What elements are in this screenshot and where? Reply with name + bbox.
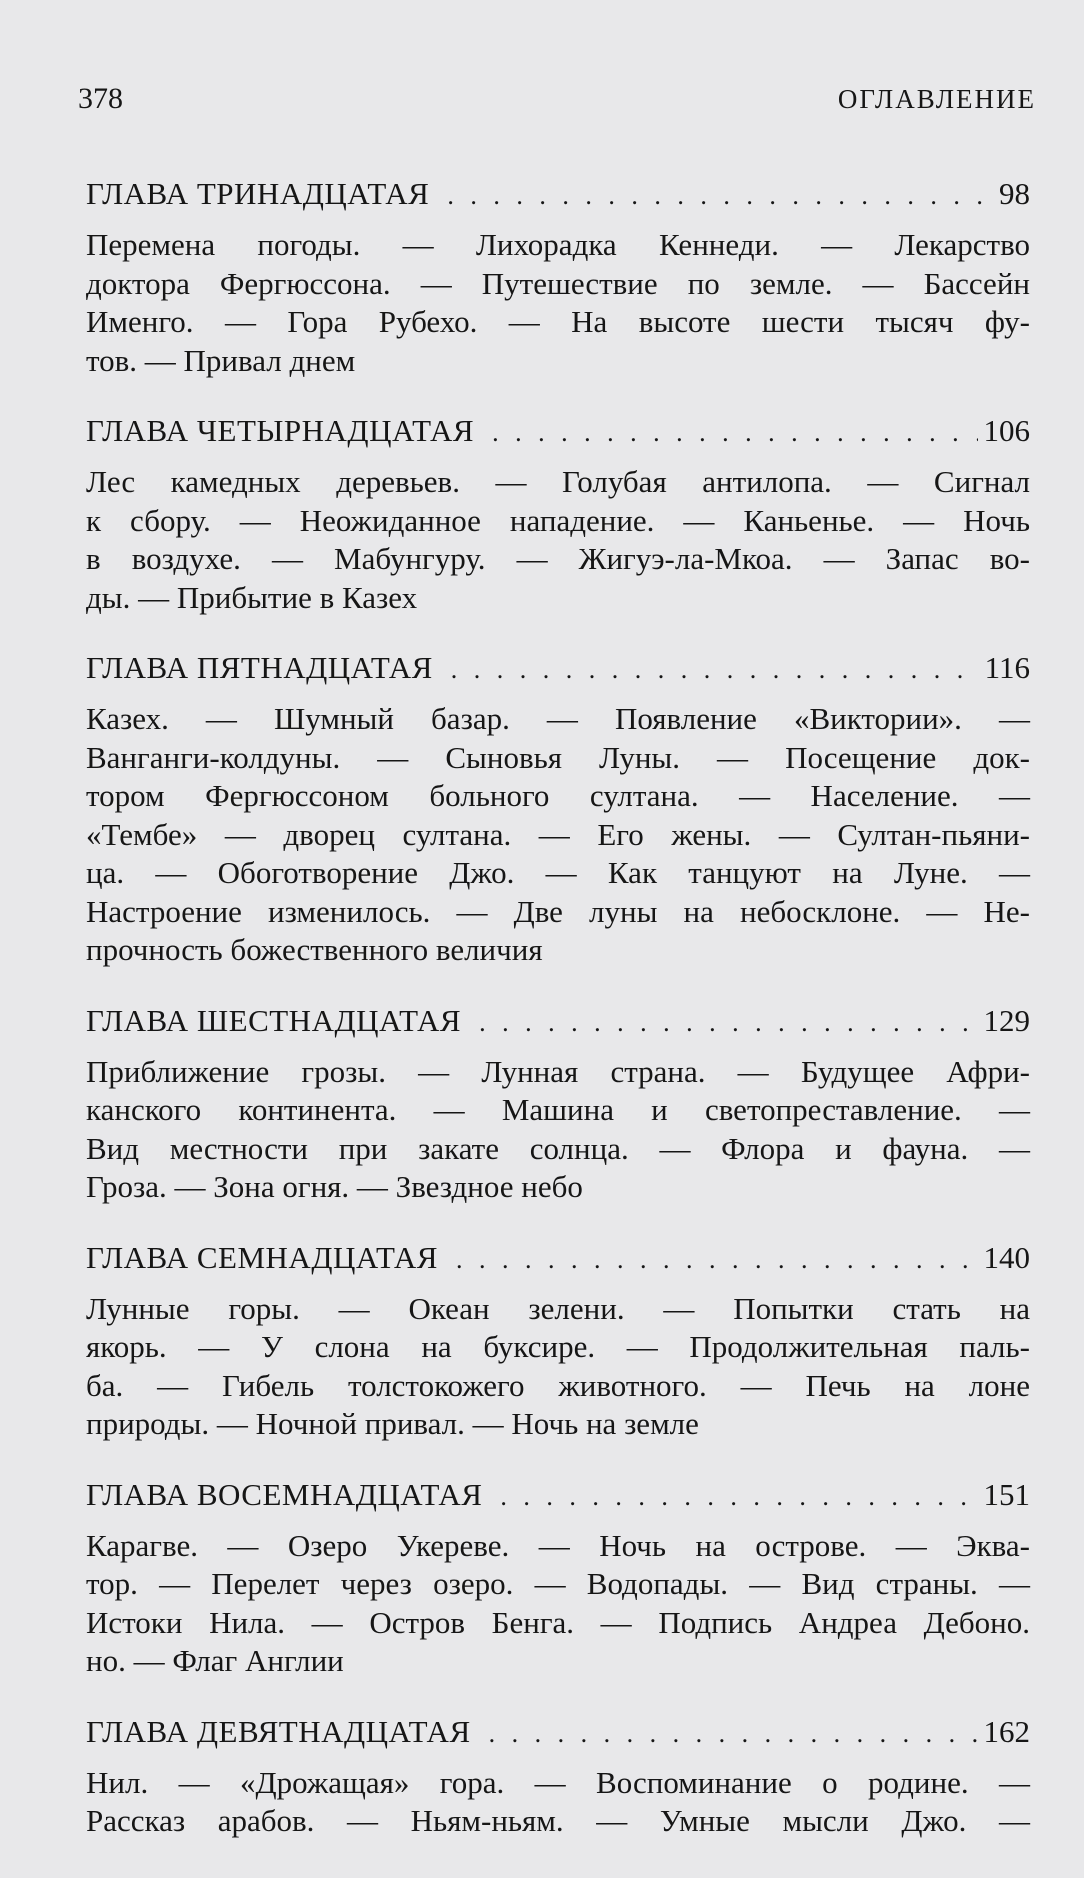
dot-leader [447,181,993,211]
summary-line: Ванганги-колдуны. — Сыновья Луны. — Посещение док- [86,739,1030,775]
chapter-title: ГЛАВА ВОСЕМНАДЦАТАЯ [86,1476,483,1512]
chapter-heading [86,413,1030,463]
chapter-title: ГЛАВА ШЕСТНАДЦАТАЯ [86,1002,462,1038]
summary-line: Перемена погоды. — Лихорадка Кеннеди. — Лекарство [86,227,1030,262]
chapter-page-number: 98 [999,176,1030,211]
toc-entry [86,1477,1030,1681]
summary-line: «Тембе» — дворец султана. — Его жены. — Султан-пьяни- [86,816,1030,852]
summary-line: канского континента. — Машина и светопреставление. — [86,1092,1030,1127]
summary-line: Лунные горы. — Океан зелени. — Попытки стать на [86,1290,1030,1326]
dot-leader [492,418,977,448]
summary-line: тов. — Привал днем [86,342,356,378]
chapter-heading [86,1477,1030,1527]
summary-line: Гроза. — Зона огня. — Звездное небо [86,1169,583,1204]
summary-line: тор. — Перелет через озеро. — Водопады. — Вид страны. — [86,1566,1030,1601]
toc-entry [86,176,1030,380]
dot-leader [489,1719,978,1749]
summary-line: Именго. — Гора Рубехо. — На высоте шести тысяч фу- [86,304,1030,339]
summary-line: Истоки Нила. — Остров Бенга. — Подпись Андреа Дебоно. [86,1604,1030,1640]
page-number: 378 [78,82,123,115]
chapter-title: ГЛАВА ЧЕТЫРНАДЦАТАЯ [86,413,475,448]
chapter-page-number: 106 [983,413,1030,448]
chapter-heading [86,1240,1030,1290]
toc-entry [86,413,1030,617]
dot-leader [451,655,979,685]
chapter-title: ГЛАВА ПЯТНАДЦАТАЯ [86,650,433,685]
summary-line: якорь. — У слона на буксире. — Продолжительная паль- [86,1329,1030,1364]
chapter-page-number: 151 [983,1476,1030,1512]
summary-line: Настроение изменилось. — Две луны на небосклоне. — Не- [86,893,1030,929]
dot-leader [479,1008,977,1038]
summary-line: природы. — Ночной привал. — Ночь на земле [86,1406,699,1441]
table-of-contents [86,176,1030,1874]
chapter-page-number: 129 [983,1002,1030,1038]
dot-leader [456,1245,978,1275]
summary-line: в воздухе. — Мабунгуру. — Жигуэ-ла-Мкоа. — Запас во- [86,541,1030,576]
running-header [78,82,1036,116]
chapter-heading [86,176,1030,226]
chapter-title: ГЛАВА ТРИНАДЦАТАЯ [86,176,430,211]
chapter-title: ГЛАВА СЕМНАДЦАТАЯ [86,1239,438,1275]
summary-line: Рассказ арабов. — Ньям-ньям. — Умные мысли Джо. — [86,1803,1030,1838]
summary-line: ды. — Прибытие в Казех [86,579,418,615]
toc-entry [86,1714,1030,1841]
summary-line: Карагве. — Озеро Укереве. — Ночь на острове. — Эква- [86,1527,1030,1563]
summary-line: ца. — Обоготворение Джо. — Как танцуют на Луне. — [86,855,1030,890]
summary-line: Приближение грозы. — Лунная страна. — Будущее Афри- [86,1053,1030,1089]
chapter-heading [86,1714,1030,1764]
chapter-heading [86,1003,1030,1053]
summary-line: ба. — Гибель толстокожего животного. — Печь на лоне [86,1367,1030,1403]
summary-line: но. — Флаг Англии [86,1643,344,1678]
toc-entry [86,1003,1030,1207]
summary-line: Вид местности при закате солнца. — Флора и фауна. — [86,1130,1030,1166]
summary-line: к сбору. — Неожиданное нападение. — Каньенье. — Ночь [86,502,1030,538]
chapter-heading [86,650,1030,700]
dot-leader [500,1482,977,1512]
chapter-page-number: 116 [984,650,1030,685]
toc-entry [86,650,1030,970]
summary-line: Казех. — Шумный базар. — Появление «Виктории». — [86,701,1030,736]
chapter-page-number: 162 [983,1713,1030,1749]
chapter-page-number: 140 [983,1239,1030,1275]
running-title: ОГЛАВЛЕНИЕ [837,84,1036,114]
toc-entry [86,1240,1030,1444]
summary-line: прочность божественного величия [86,932,543,967]
summary-line: доктора Фергюссона. — Путешествие по земле. — Бассейн [86,265,1030,301]
summary-line: Лес камедных деревьев. — Голубая антилопа. — Сигнал [86,464,1030,499]
summary-line: тором Фергюссоном больного султана. — Население. — [86,778,1030,813]
summary-line: Нил. — «Дрожащая» гора. — Воспоминание о родине. — [86,1764,1030,1800]
chapter-title: ГЛАВА ДЕВЯТНАДЦАТАЯ [86,1713,471,1749]
